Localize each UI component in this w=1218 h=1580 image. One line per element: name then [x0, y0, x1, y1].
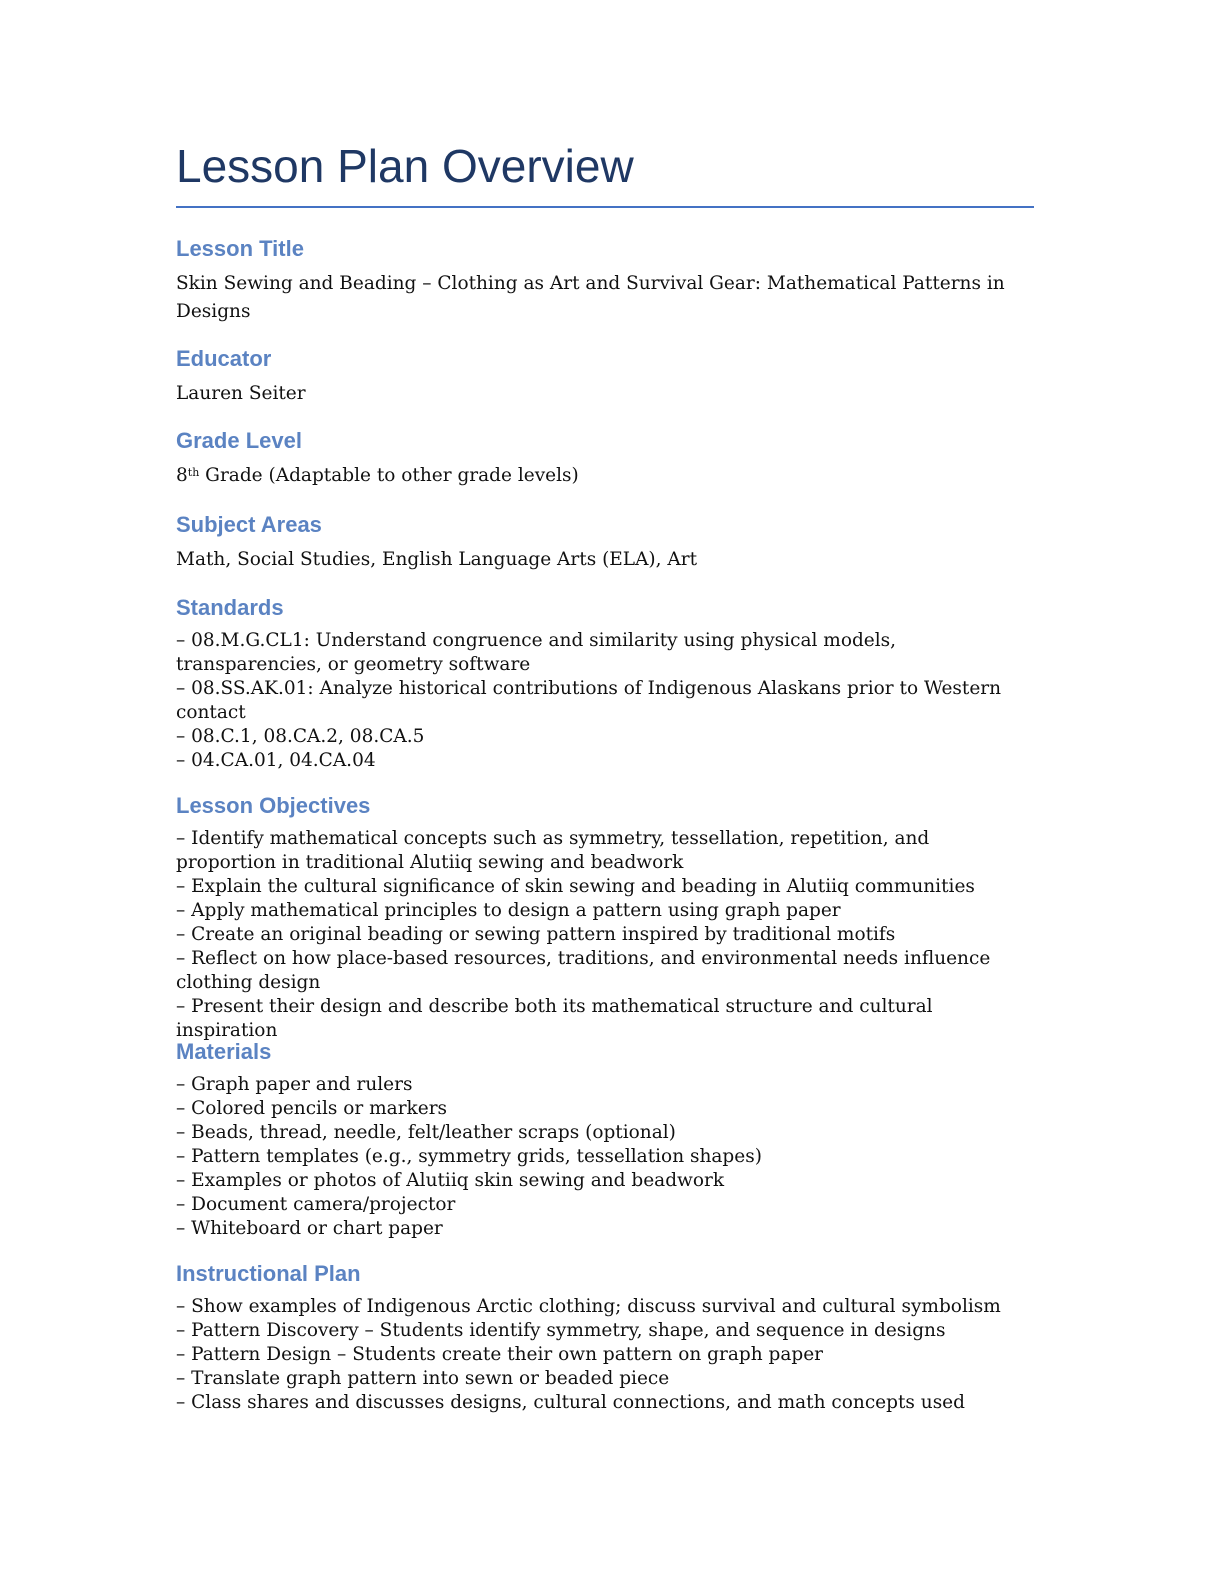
page-title: Lesson Plan Overview — [176, 140, 634, 192]
standards-list — [176, 629, 1034, 773]
instructional-plan-list — [176, 1295, 1034, 1415]
subject-areas-value: Math, Social Studies, English Language Arts (ELA), Art — [176, 549, 698, 570]
standards-heading: Standards — [176, 595, 284, 620]
section-objectives — [176, 791, 1034, 1043]
list-item: – Apply mathematical principles to design a pattern using graph paper — [176, 900, 841, 921]
objectives-heading: Lesson Objectives — [176, 793, 371, 818]
list-item: – Present their design and describe both its mathematical structure and cultural inspiration — [176, 996, 933, 1041]
list-item: – Document camera/projector — [176, 1194, 456, 1215]
list-item: – 08.SS.AK.01: Analyze historical contributions of Indigenous Alaskans prior to Western contact — [176, 678, 1002, 723]
section-lesson-title — [176, 234, 1034, 326]
educator-value: Lauren Seiter — [176, 383, 306, 404]
section-grade-level — [176, 426, 1034, 490]
list-item: – Colored pencils or markers — [176, 1098, 448, 1119]
materials-heading: Materials — [176, 1039, 272, 1064]
section-instructional-plan — [176, 1259, 1034, 1415]
grade-description: Grade (Adaptable to other grade levels) — [199, 465, 579, 486]
list-item: – Whiteboard or chart paper — [176, 1218, 443, 1239]
section-materials — [176, 1037, 1034, 1241]
list-item: – Identify mathematical concepts such as symmetry, tessellation, repetition, and proportion in traditional Alutiiq sewing and beadwork — [176, 828, 930, 873]
instructional-plan-heading: Instructional Plan — [176, 1261, 361, 1286]
section-standards — [176, 593, 1034, 773]
section-educator — [176, 344, 1034, 408]
list-item: – 04.CA.01, 04.CA.04 — [176, 750, 376, 771]
lesson-title-value: Skin Sewing and Beading – Clothing as Art and Survival Gear: Mathematical Patterns in Designs — [176, 273, 1005, 322]
list-item: – Graph paper and rulers — [176, 1074, 413, 1095]
list-item: – Pattern Discovery – Students identify symmetry, shape, and sequence in designs — [176, 1320, 946, 1341]
list-item: – Beads, thread, needle, felt/leather scraps (optional) — [176, 1122, 676, 1143]
objectives-list — [176, 827, 1034, 1043]
list-item: – Pattern Design – Students create their own pattern on graph paper — [176, 1344, 824, 1365]
list-item: – Class shares and discusses designs, cultural connections, and math concepts used — [176, 1392, 965, 1413]
list-item: – 08.M.G.CL1: Understand congruence and similarity using physical models, transparencies, or geometry software — [176, 630, 897, 675]
materials-list — [176, 1073, 1034, 1241]
grade-level-heading: Grade Level — [176, 428, 302, 453]
section-subject-areas — [176, 510, 1034, 574]
grade-level-value — [176, 462, 1034, 490]
grade-number: 8 — [176, 465, 188, 486]
title-divider — [176, 206, 1034, 208]
list-item: – Explain the cultural significance of skin sewing and beading in Alutiiq communities — [176, 876, 975, 897]
lesson-title-heading: Lesson Title — [176, 236, 304, 261]
list-item: – Create an original beading or sewing pattern inspired by traditional motifs — [176, 924, 896, 945]
educator-heading: Educator — [176, 346, 272, 371]
list-item: – Examples or photos of Alutiiq skin sewing and beadwork — [176, 1170, 725, 1191]
grade-suffix: th — [187, 466, 200, 479]
list-item: – Show examples of Indigenous Arctic clothing; discuss survival and cultural symbolism — [176, 1296, 1001, 1317]
list-item: – Pattern templates (e.g., symmetry grids, tessellation shapes) — [176, 1146, 762, 1167]
list-item: – 08.C.1, 08.CA.2, 08.CA.5 — [176, 726, 425, 747]
list-item: – Translate graph pattern into sewn or beaded piece — [176, 1368, 670, 1389]
subject-areas-heading: Subject Areas — [176, 512, 322, 537]
list-item: – Reflect on how place-based resources, traditions, and environmental needs influence clothing design — [176, 948, 991, 993]
